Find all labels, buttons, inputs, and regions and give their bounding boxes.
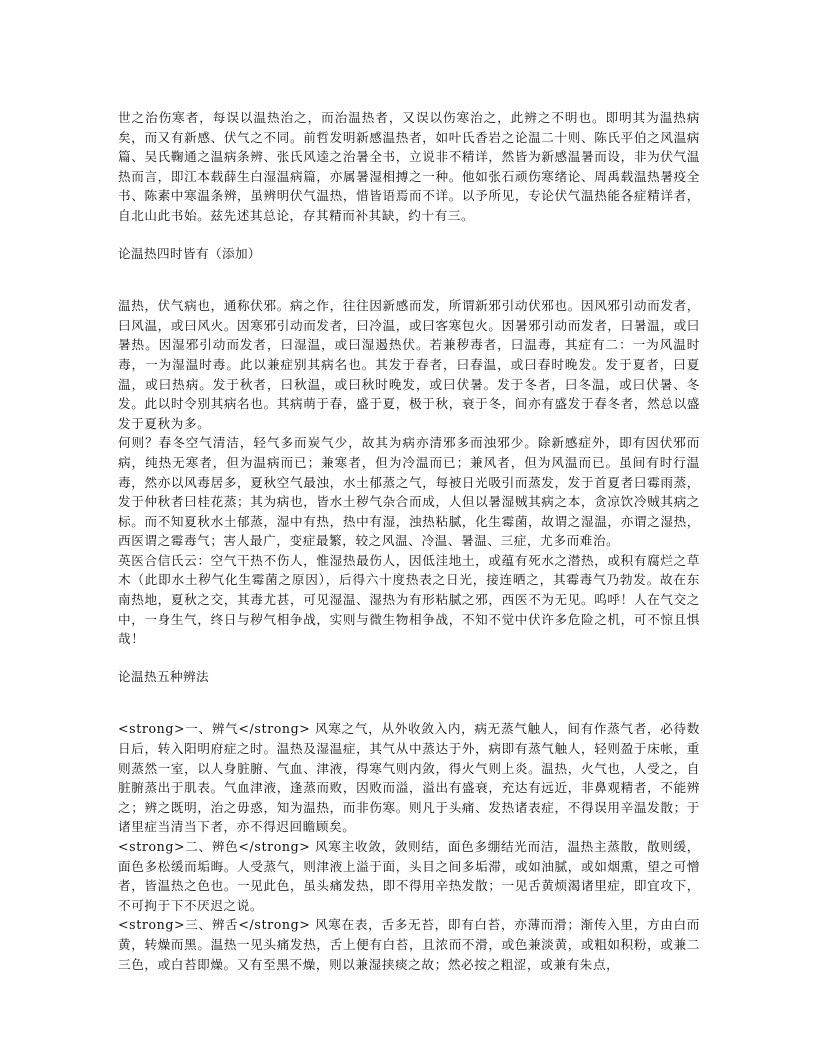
document-page [118,108,700,974]
intro-paragraph: 世之治伤寒者，每误以温热治之，而治温热者，又误以伤寒治之，此辨之不明也。即明其为温热病矣，而又有新感、伏气之不同。前哲发明新感温热者，如叶氏香岩之论温二十则、陈氏平伯之风温病篇、吴氏鞠通之温病条辨、张氏风逵之治暑全书，立说非不精详，然皆为新感温暑而设，非为伏气温热而言，即江本载薛生白湿温病篇，亦属暑湿相搏之一种。他如张石顽伤寒绪论、周禹载温热暑疫全书、陈素中寒温条辨，虽辨明伏气温热，惜皆语焉而不详。以予所见，专论伏气温热能各症精详者，自北山此书始。兹先述其总论，存其精而补其缺，约十有三。 [118,110,700,223]
section-1-title: 论温热四时皆有（添加） [118,245,261,261]
section-2 [118,667,700,974]
section-1-paragraph: 温热，伏气病也，通称伏邪。病之作，往往因新感而发，所谓新邪引动伏邪也。因风邪引动而发者，曰风温，或曰风火。因寒邪引动而发者，曰冷温，或曰客寒包火。因暑邪引动而发者，曰暑温，或曰暑热。因湿邪引动而发者，曰湿温，或曰湿遏热伏。若兼秽毒者，曰温毒，其症有二：一为风温时毒，一为湿温时毒。此以兼症别其病名也。其发于春者，曰春温，或曰春时晚发。发于夏者，曰夏温，或曰热病。发于秋者，曰秋温，或曰秋时晚发，或曰伏暑。发于冬者，曰冬温，或曰伏暑、冬发。此以时令别其病名也。其病萌于春，盛于夏，极于秋，衰于冬，间亦有盛发于春冬者，然总以盛发于夏秋为多。 [118,298,700,431]
section-2-paragraph: <strong>三、辨舌</strong> 风寒在表，舌多无苔，即有白苔，亦薄而滑；渐传入里，方由白而黄，转燥而黑。温热一见头痛发热，舌上便有白苔，且浓而不滑，或色兼淡黄，或粗如积粉，或兼二三色，或白苔即燥。又有至黑不燥，则以兼湿挟痰之故；然必按之粗涩，或兼有朱点， [118,917,700,972]
section-2-title: 论温热五种辨法 [118,668,209,684]
section-2-body [118,719,700,974]
section-1 [118,244,700,649]
section-1-paragraph: 英医合信氏云：空气干热不伤人，惟湿热最伤人，因低洼地土，或蕴有死水之潜热，或积有腐烂之草木（此即水土秽气化生霉菌之原因），后得六十度热表之日光，接连晒之，其霉毒气乃勃发。故在东南热地，夏秋之交，其毒尤甚，可见湿温、湿热为有形粘腻之邪，西医不为无见。呜呼！人在气交之中，一身生气，终日与秽气相争战，实则与微生物相争战，不知不觉中伏许多危险之机，可不惊且惧哉！ [118,552,700,647]
section-2-paragraph: <strong>一、辨气</strong> 风寒之气，从外收敛入内，病无蒸气触人，间有作蒸气者，必待数日后，转入阳明府症之时。温热及湿温症，其气从中蒸达于外，病即有蒸气触人，轻则盈于床帐，重则蒸然一室，以人身脏腑、气血、津液，得寒气则内敛，得火气则上炎。温热，火气也，人受之，自脏腑蒸出于肌表。气血津液，逢蒸而败，因败而溢，溢出有盛衰，充达有远近，非鼻观精者，不能辨之；辨之既明，治之毋惑，知为温热，而非伤寒。则凡于头痛、发热诸表症，不得误用辛温发散；于诸里症当清当下者，亦不得迟回瞻顾矣。 [118,721,700,835]
section-1-body [118,296,700,649]
section-1-paragraph: 何则？春冬空气清洁，轻气多而炭气少，故其为病亦清邪多而浊邪少。除新感症外，即有因伏邪而病，纯热无寒者，但为温病而已；兼寒者，但为冷温而已；兼风者，但为风温而已。虽间有时行温毒，然亦以风毒居多，夏秋空气最浊，水土郁蒸之气，每被日光吸引而蒸发，发于首夏者曰霉雨蒸，发于仲秋者曰桂花蒸；其为病也，皆水土秽气杂合而成，人但以暑湿贼其病之本，贪凉饮冷贼其病之标。而不知夏秋水土郁蒸，湿中有热，热中有湿，浊热粘腻，化生霉菌，故谓之湿温，亦谓之湿热，西医谓之霉毒气；害人最广，变症最繁，较之风温、冷温、暑温、三症，尤多而难治。 [118,435,700,549]
section-2-paragraph: <strong>二、辨色</strong> 风寒主收敛，敛则结，面色多绷结光而洁，温热主蒸散，散则缓，面色多松缓而垢晦。人受蒸气，则津液上溢于面，头目之间多垢滞，或如油腻，或如烟熏，望之可憎者，皆温热之色也。一见此色，虽头痛发热，即不得用辛热发散；一见舌黄烦渴诸里症，即宜攻下，不可拘于下不厌迟之说。 [118,839,700,913]
